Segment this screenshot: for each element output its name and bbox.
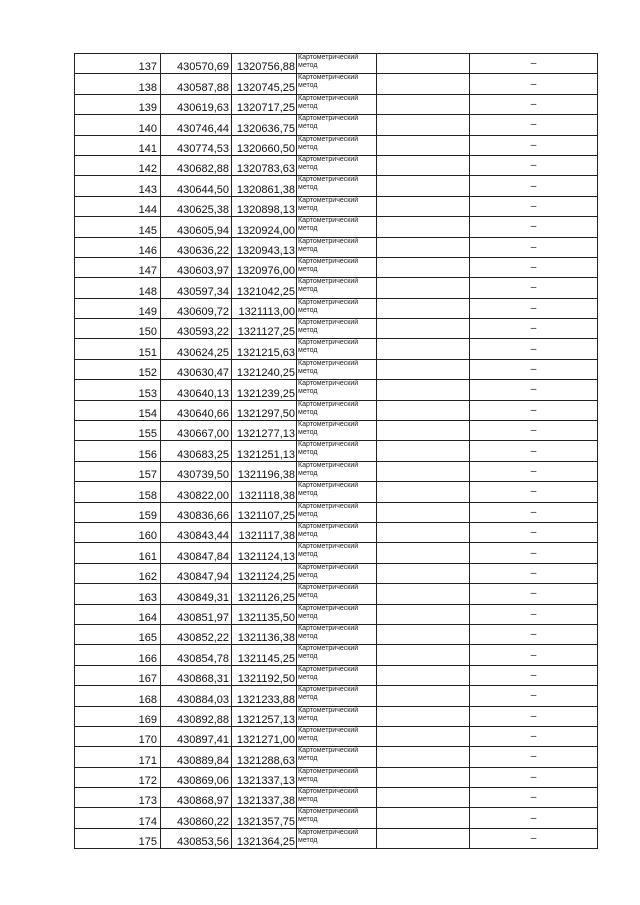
method-cell: Картометрический метод — [297, 278, 377, 298]
y-coordinate-cell: 1321239,25 — [232, 380, 297, 400]
point-number-cell: 152 — [75, 359, 161, 379]
empty-cell — [377, 522, 470, 542]
table-row — [75, 706, 598, 726]
method-cell: Картометрический метод — [297, 808, 377, 828]
method-cell: Картометрический метод — [297, 196, 377, 216]
empty-cell — [377, 482, 470, 502]
method-cell: Картометрический метод — [297, 400, 377, 420]
point-number-cell: 153 — [75, 380, 161, 400]
method-cell: Картометрический метод — [297, 74, 377, 94]
point-number-cell: 165 — [75, 624, 161, 644]
table-row — [75, 543, 598, 563]
point-number-cell: 159 — [75, 502, 161, 522]
method-cell: Картометрический метод — [297, 421, 377, 441]
empty-cell — [377, 584, 470, 604]
point-number-cell: 166 — [75, 645, 161, 665]
empty-cell — [377, 686, 470, 706]
method-cell: Картометрический метод — [297, 624, 377, 644]
x-coordinate-cell: 430892,88 — [161, 706, 232, 726]
empty-cell — [377, 319, 470, 339]
dash-cell: – — [470, 421, 598, 441]
y-coordinate-cell: 1321251,13 — [232, 441, 297, 461]
y-coordinate-cell: 1321364,25 — [232, 828, 297, 848]
point-number-cell: 138 — [75, 74, 161, 94]
table-row — [75, 828, 598, 848]
table-row — [75, 339, 598, 359]
dash-cell: – — [470, 706, 598, 726]
point-number-cell: 142 — [75, 155, 161, 175]
empty-cell — [377, 196, 470, 216]
dash-cell: – — [470, 74, 598, 94]
x-coordinate-cell: 430847,94 — [161, 563, 232, 583]
dash-cell: – — [470, 94, 598, 114]
dash-cell: – — [470, 278, 598, 298]
method-cell: Картометрический метод — [297, 726, 377, 746]
empty-cell — [377, 624, 470, 644]
point-number-cell: 140 — [75, 115, 161, 135]
x-coordinate-cell: 430619,63 — [161, 94, 232, 114]
empty-cell — [377, 135, 470, 155]
method-cell: Картометрический метод — [297, 604, 377, 624]
method-cell: Картометрический метод — [297, 706, 377, 726]
table-row — [75, 54, 598, 74]
dash-cell: – — [470, 767, 598, 787]
y-coordinate-cell: 1321107,25 — [232, 502, 297, 522]
y-coordinate-cell: 1320745,25 — [232, 74, 297, 94]
method-cell: Картометрический метод — [297, 359, 377, 379]
dash-cell: – — [470, 808, 598, 828]
method-cell: Картометрический метод — [297, 298, 377, 318]
method-cell: Картометрический метод — [297, 461, 377, 481]
point-number-cell: 141 — [75, 135, 161, 155]
point-number-cell: 144 — [75, 196, 161, 216]
dash-cell: – — [470, 665, 598, 685]
x-coordinate-cell: 430624,25 — [161, 339, 232, 359]
empty-cell — [377, 74, 470, 94]
table-row — [75, 624, 598, 644]
point-number-cell: 164 — [75, 604, 161, 624]
empty-cell — [377, 645, 470, 665]
table-row — [75, 115, 598, 135]
dash-cell: – — [470, 461, 598, 481]
table-row — [75, 359, 598, 379]
empty-cell — [377, 298, 470, 318]
method-cell: Картометрический метод — [297, 747, 377, 767]
point-number-cell: 148 — [75, 278, 161, 298]
empty-cell — [377, 665, 470, 685]
x-coordinate-cell: 430636,22 — [161, 237, 232, 257]
dash-cell: – — [470, 584, 598, 604]
method-cell: Картометрический метод — [297, 319, 377, 339]
method-cell: Картометрический метод — [297, 828, 377, 848]
x-coordinate-cell: 430868,97 — [161, 788, 232, 808]
method-cell: Картометрический метод — [297, 563, 377, 583]
empty-cell — [377, 828, 470, 848]
x-coordinate-cell: 430597,34 — [161, 278, 232, 298]
table-row — [75, 563, 598, 583]
table-row — [75, 94, 598, 114]
x-coordinate-cell: 430640,66 — [161, 400, 232, 420]
y-coordinate-cell: 1320924,00 — [232, 217, 297, 237]
y-coordinate-cell: 1321357,75 — [232, 808, 297, 828]
empty-cell — [377, 502, 470, 522]
method-cell: Картометрический метод — [297, 522, 377, 542]
y-coordinate-cell: 1321126,25 — [232, 584, 297, 604]
empty-cell — [377, 380, 470, 400]
method-cell: Картометрический метод — [297, 257, 377, 277]
y-coordinate-cell: 1321271,00 — [232, 726, 297, 746]
dash-cell: – — [470, 624, 598, 644]
dash-cell: – — [470, 359, 598, 379]
table-row — [75, 278, 598, 298]
y-coordinate-cell: 1320756,88 — [232, 54, 297, 74]
table-row — [75, 461, 598, 481]
y-coordinate-cell: 1321196,38 — [232, 461, 297, 481]
coordinates-table-body — [75, 54, 598, 849]
empty-cell — [377, 94, 470, 114]
dash-cell: – — [470, 788, 598, 808]
point-number-cell: 137 — [75, 54, 161, 74]
point-number-cell: 163 — [75, 584, 161, 604]
empty-cell — [377, 400, 470, 420]
y-coordinate-cell: 1321127,25 — [232, 319, 297, 339]
empty-cell — [377, 726, 470, 746]
table-row — [75, 237, 598, 257]
empty-cell — [377, 441, 470, 461]
method-cell: Картометрический метод — [297, 543, 377, 563]
dash-cell: – — [470, 543, 598, 563]
dash-cell: – — [470, 502, 598, 522]
x-coordinate-cell: 430644,50 — [161, 176, 232, 196]
table-row — [75, 747, 598, 767]
y-coordinate-cell: 1321117,38 — [232, 522, 297, 542]
empty-cell — [377, 788, 470, 808]
dash-cell: – — [470, 54, 598, 74]
point-number-cell: 145 — [75, 217, 161, 237]
point-number-cell: 170 — [75, 726, 161, 746]
y-coordinate-cell: 1321124,25 — [232, 563, 297, 583]
empty-cell — [377, 155, 470, 175]
x-coordinate-cell: 430843,44 — [161, 522, 232, 542]
dash-cell: – — [470, 339, 598, 359]
dash-cell: – — [470, 400, 598, 420]
empty-cell — [377, 808, 470, 828]
dash-cell: – — [470, 135, 598, 155]
x-coordinate-cell: 430853,56 — [161, 828, 232, 848]
dash-cell: – — [470, 319, 598, 339]
table-row — [75, 196, 598, 216]
empty-cell — [377, 278, 470, 298]
y-coordinate-cell: 1320976,00 — [232, 257, 297, 277]
y-coordinate-cell: 1321337,38 — [232, 788, 297, 808]
x-coordinate-cell: 430587,88 — [161, 74, 232, 94]
y-coordinate-cell: 1320943,13 — [232, 237, 297, 257]
table-row — [75, 665, 598, 685]
point-number-cell: 169 — [75, 706, 161, 726]
empty-cell — [377, 176, 470, 196]
y-coordinate-cell: 1320783,63 — [232, 155, 297, 175]
method-cell: Картометрический метод — [297, 441, 377, 461]
table-row — [75, 421, 598, 441]
x-coordinate-cell: 430746,44 — [161, 115, 232, 135]
empty-cell — [377, 54, 470, 74]
y-coordinate-cell: 1321124,13 — [232, 543, 297, 563]
x-coordinate-cell: 430849,31 — [161, 584, 232, 604]
empty-cell — [377, 421, 470, 441]
y-coordinate-cell: 1320898,13 — [232, 196, 297, 216]
method-cell: Картометрический метод — [297, 482, 377, 502]
point-number-cell: 174 — [75, 808, 161, 828]
dash-cell: – — [470, 522, 598, 542]
method-cell: Картометрический метод — [297, 584, 377, 604]
x-coordinate-cell: 430884,03 — [161, 686, 232, 706]
y-coordinate-cell: 1321257,13 — [232, 706, 297, 726]
empty-cell — [377, 257, 470, 277]
x-coordinate-cell: 430774,53 — [161, 135, 232, 155]
dash-cell: – — [470, 747, 598, 767]
x-coordinate-cell: 430630,47 — [161, 359, 232, 379]
dash-cell: – — [470, 726, 598, 746]
x-coordinate-cell: 430625,38 — [161, 196, 232, 216]
table-row — [75, 645, 598, 665]
table-row — [75, 482, 598, 502]
point-number-cell: 157 — [75, 461, 161, 481]
point-number-cell: 171 — [75, 747, 161, 767]
point-number-cell: 147 — [75, 257, 161, 277]
x-coordinate-cell: 430822,00 — [161, 482, 232, 502]
method-cell: Картометрический метод — [297, 94, 377, 114]
x-coordinate-cell: 430603,97 — [161, 257, 232, 277]
point-number-cell: 162 — [75, 563, 161, 583]
x-coordinate-cell: 430851,97 — [161, 604, 232, 624]
y-coordinate-cell: 1321145,25 — [232, 645, 297, 665]
table-row — [75, 604, 598, 624]
point-number-cell: 160 — [75, 522, 161, 542]
table-row — [75, 257, 598, 277]
x-coordinate-cell: 430739,50 — [161, 461, 232, 481]
y-coordinate-cell: 1321215,63 — [232, 339, 297, 359]
dash-cell: – — [470, 298, 598, 318]
empty-cell — [377, 543, 470, 563]
table-row — [75, 319, 598, 339]
dash-cell: – — [470, 155, 598, 175]
point-number-cell: 156 — [75, 441, 161, 461]
table-row — [75, 298, 598, 318]
y-coordinate-cell: 1321136,38 — [232, 624, 297, 644]
x-coordinate-cell: 430869,06 — [161, 767, 232, 787]
coordinates-table — [74, 53, 598, 849]
x-coordinate-cell: 430852,22 — [161, 624, 232, 644]
point-number-cell: 139 — [75, 94, 161, 114]
table-row — [75, 788, 598, 808]
table-row — [75, 767, 598, 787]
x-coordinate-cell: 430854,78 — [161, 645, 232, 665]
empty-cell — [377, 767, 470, 787]
table-row — [75, 176, 598, 196]
dash-cell: – — [470, 686, 598, 706]
point-number-cell: 155 — [75, 421, 161, 441]
empty-cell — [377, 604, 470, 624]
point-number-cell: 146 — [75, 237, 161, 257]
method-cell: Картометрический метод — [297, 217, 377, 237]
x-coordinate-cell: 430836,66 — [161, 502, 232, 522]
point-number-cell: 143 — [75, 176, 161, 196]
empty-cell — [377, 217, 470, 237]
x-coordinate-cell: 430889,84 — [161, 747, 232, 767]
method-cell: Картометрический метод — [297, 645, 377, 665]
dash-cell: – — [470, 828, 598, 848]
empty-cell — [377, 339, 470, 359]
y-coordinate-cell: 1321277,13 — [232, 421, 297, 441]
y-coordinate-cell: 1321042,25 — [232, 278, 297, 298]
empty-cell — [377, 461, 470, 481]
y-coordinate-cell: 1320861,38 — [232, 176, 297, 196]
empty-cell — [377, 237, 470, 257]
y-coordinate-cell: 1321118,38 — [232, 482, 297, 502]
point-number-cell: 151 — [75, 339, 161, 359]
y-coordinate-cell: 1320717,25 — [232, 94, 297, 114]
point-number-cell: 173 — [75, 788, 161, 808]
method-cell: Картометрический метод — [297, 237, 377, 257]
method-cell: Картометрический метод — [297, 788, 377, 808]
y-coordinate-cell: 1321192,50 — [232, 665, 297, 685]
table-row — [75, 726, 598, 746]
table-row — [75, 686, 598, 706]
x-coordinate-cell: 430847,84 — [161, 543, 232, 563]
dash-cell: – — [470, 176, 598, 196]
table-row — [75, 74, 598, 94]
empty-cell — [377, 706, 470, 726]
x-coordinate-cell: 430593,22 — [161, 319, 232, 339]
method-cell: Картометрический метод — [297, 115, 377, 135]
dash-cell: – — [470, 217, 598, 237]
method-cell: Картометрический метод — [297, 686, 377, 706]
y-coordinate-cell: 1321233,88 — [232, 686, 297, 706]
method-cell: Картометрический метод — [297, 54, 377, 74]
y-coordinate-cell: 1320660,50 — [232, 135, 297, 155]
point-number-cell: 158 — [75, 482, 161, 502]
y-coordinate-cell: 1321297,50 — [232, 400, 297, 420]
dash-cell: – — [470, 645, 598, 665]
dash-cell: – — [470, 115, 598, 135]
x-coordinate-cell: 430609,72 — [161, 298, 232, 318]
x-coordinate-cell: 430897,41 — [161, 726, 232, 746]
method-cell: Картометрический метод — [297, 767, 377, 787]
y-coordinate-cell: 1321337,13 — [232, 767, 297, 787]
y-coordinate-cell: 1321135,50 — [232, 604, 297, 624]
table-row — [75, 217, 598, 237]
point-number-cell: 175 — [75, 828, 161, 848]
dash-cell: – — [470, 441, 598, 461]
x-coordinate-cell: 430605,94 — [161, 217, 232, 237]
point-number-cell: 161 — [75, 543, 161, 563]
method-cell: Картометрический метод — [297, 135, 377, 155]
table-row — [75, 522, 598, 542]
method-cell: Картометрический метод — [297, 380, 377, 400]
y-coordinate-cell: 1321288,63 — [232, 747, 297, 767]
dash-cell: – — [470, 604, 598, 624]
table-row — [75, 502, 598, 522]
x-coordinate-cell: 430682,88 — [161, 155, 232, 175]
table-row — [75, 155, 598, 175]
method-cell: Картометрический метод — [297, 176, 377, 196]
point-number-cell: 167 — [75, 665, 161, 685]
x-coordinate-cell: 430868,31 — [161, 665, 232, 685]
dash-cell: – — [470, 380, 598, 400]
y-coordinate-cell: 1320636,75 — [232, 115, 297, 135]
method-cell: Картометрический метод — [297, 665, 377, 685]
dash-cell: – — [470, 196, 598, 216]
dash-cell: – — [470, 563, 598, 583]
x-coordinate-cell: 430570,69 — [161, 54, 232, 74]
point-number-cell: 149 — [75, 298, 161, 318]
method-cell: Картометрический метод — [297, 155, 377, 175]
table-row — [75, 584, 598, 604]
x-coordinate-cell: 430683,25 — [161, 441, 232, 461]
dash-cell: – — [470, 237, 598, 257]
empty-cell — [377, 747, 470, 767]
point-number-cell: 150 — [75, 319, 161, 339]
table-row — [75, 400, 598, 420]
dash-cell: – — [470, 482, 598, 502]
x-coordinate-cell: 430667,00 — [161, 421, 232, 441]
point-number-cell: 154 — [75, 400, 161, 420]
table-row — [75, 135, 598, 155]
table-row — [75, 441, 598, 461]
method-cell: Картометрический метод — [297, 502, 377, 522]
x-coordinate-cell: 430640,13 — [161, 380, 232, 400]
point-number-cell: 168 — [75, 686, 161, 706]
y-coordinate-cell: 1321240,25 — [232, 359, 297, 379]
table-row — [75, 808, 598, 828]
point-number-cell: 172 — [75, 767, 161, 787]
empty-cell — [377, 563, 470, 583]
empty-cell — [377, 359, 470, 379]
empty-cell — [377, 115, 470, 135]
method-cell: Картометрический метод — [297, 339, 377, 359]
x-coordinate-cell: 430860,22 — [161, 808, 232, 828]
dash-cell: – — [470, 257, 598, 277]
table-row — [75, 380, 598, 400]
y-coordinate-cell: 1321113,00 — [232, 298, 297, 318]
